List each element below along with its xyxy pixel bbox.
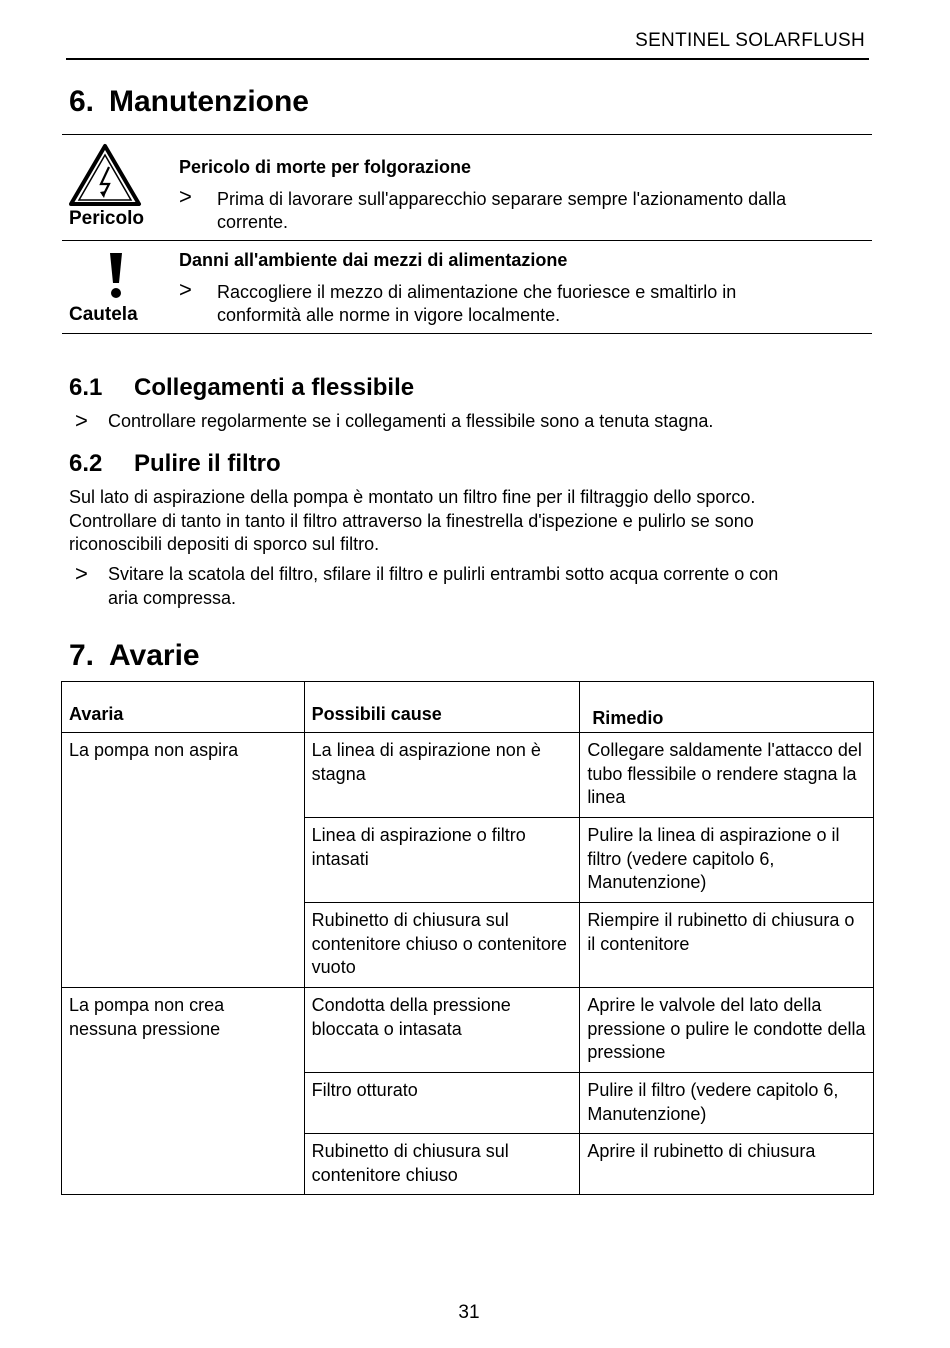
cause-cell: Rubinetto di chiusura sul contenitore chiuso bbox=[304, 1134, 580, 1195]
column-header-causes: Possibili cause bbox=[304, 682, 580, 733]
section-title: Manutenzione bbox=[109, 85, 309, 118]
column-header-fault: Avaria bbox=[62, 682, 305, 733]
section-title: Avarie bbox=[109, 639, 200, 672]
section-number: 6.2 bbox=[69, 450, 103, 477]
table-row bbox=[62, 733, 874, 818]
section-6-2-bullet-line: Svitare la scatola del filtro, sfilare il filtro e pulirli entrambi sotto acqua corrente o con bbox=[108, 564, 779, 584]
high-voltage-warning-icon bbox=[68, 143, 142, 207]
warning-text-line: Prima di lavorare sull'apparecchio separare sempre l'azionamento dalla bbox=[217, 189, 787, 209]
cause-cell: La linea di aspirazione non è stagna bbox=[304, 733, 580, 818]
section-6-2-bullet-line: aria compressa. bbox=[108, 588, 237, 608]
bullet-arrow-icon: > bbox=[75, 408, 88, 433]
fault-table bbox=[61, 681, 874, 1195]
remedy-cell: Collegare saldamente l'attacco del tubo flessibile o rendere stagna la linea bbox=[580, 733, 874, 818]
table-row bbox=[62, 988, 874, 1073]
section-6-2-heading bbox=[69, 450, 281, 478]
column-header-remedy: Rimedio bbox=[580, 682, 874, 733]
paragraph-line: Controllare di tanto in tanto il filtro attraverso la finestrella d'ispezione e pulirlo se sono bbox=[69, 510, 754, 531]
caution-text-line: Raccogliere il mezzo di alimentazione che fuoriesce e smaltirlo in bbox=[217, 282, 737, 302]
cause-cell: Rubinetto di chiusura sul contenitore chiuso o contenitore vuoto bbox=[304, 903, 580, 988]
warning-row-danger bbox=[62, 135, 872, 241]
section-number: 7. bbox=[69, 639, 95, 672]
remedy-cell: Riempire il rubinetto di chiusura o il contenitore bbox=[580, 903, 874, 988]
caution-label: Cautela bbox=[69, 304, 138, 325]
section-7-heading bbox=[69, 639, 200, 673]
warning-label: Pericolo bbox=[69, 208, 144, 229]
section-6-1-heading bbox=[69, 374, 414, 402]
warning-title: Pericolo di morte per folgorazione bbox=[179, 157, 472, 177]
product-name: SENTINEL SOLARFLUSH bbox=[635, 30, 865, 51]
bullet-arrow-icon: > bbox=[75, 561, 88, 586]
page-number: 31 bbox=[458, 1302, 480, 1323]
paragraph-line: riconoscibili depositi di sporco sul filtro. bbox=[69, 534, 380, 554]
warning-row-caution bbox=[62, 241, 872, 334]
paragraph-line: Sul lato di aspirazione della pompa è montato un filtro fine per il filtraggio dello sporco. bbox=[69, 487, 756, 507]
cause-cell: Linea di aspirazione o filtro intasati bbox=[304, 818, 580, 903]
caution-title: Danni all'ambiente dai mezzi di alimentazione bbox=[179, 250, 568, 270]
page-header bbox=[66, 30, 869, 60]
remedy-cell: Aprire il rubinetto di chiusura bbox=[580, 1134, 874, 1195]
remedy-cell: Pulire il filtro (vedere capitolo 6, Manutenzione) bbox=[580, 1073, 874, 1134]
table-header-row bbox=[62, 682, 874, 733]
cause-cell: Filtro otturato bbox=[304, 1073, 580, 1134]
bullet-arrow-icon: > bbox=[179, 277, 192, 302]
remedy-cell: Aprire le valvole del lato della pressione o pulire le condotte della pressione bbox=[580, 988, 874, 1073]
exclamation-icon bbox=[108, 253, 124, 299]
warning-table bbox=[62, 134, 872, 334]
fault-cell: La pompa non crea nessuna pressione bbox=[62, 988, 305, 1195]
section-title: Pulire il filtro bbox=[134, 450, 281, 477]
section-6-2-paragraph bbox=[69, 486, 869, 557]
section-number: 6. bbox=[69, 85, 95, 118]
remedy-cell: Pulire la linea di aspirazione o il filtro (vedere capitolo 6, Manutenzione) bbox=[580, 818, 874, 903]
section-title: Collegamenti a flessibile bbox=[134, 374, 415, 401]
cause-cell: Condotta della pressione bloccata o intasata bbox=[304, 988, 580, 1073]
caution-text-line: conformità alle norme in vigore localmente. bbox=[217, 305, 561, 325]
warning-text-line: corrente. bbox=[217, 212, 289, 232]
fault-cell: La pompa non aspira bbox=[62, 733, 305, 988]
section-6-1-bullet: Controllare regolarmente se i collegamenti a flessibile sono a tenuta stagna. bbox=[108, 411, 714, 431]
bullet-arrow-icon: > bbox=[179, 184, 192, 209]
section-6-heading bbox=[69, 85, 309, 119]
section-number: 6.1 bbox=[69, 374, 103, 401]
